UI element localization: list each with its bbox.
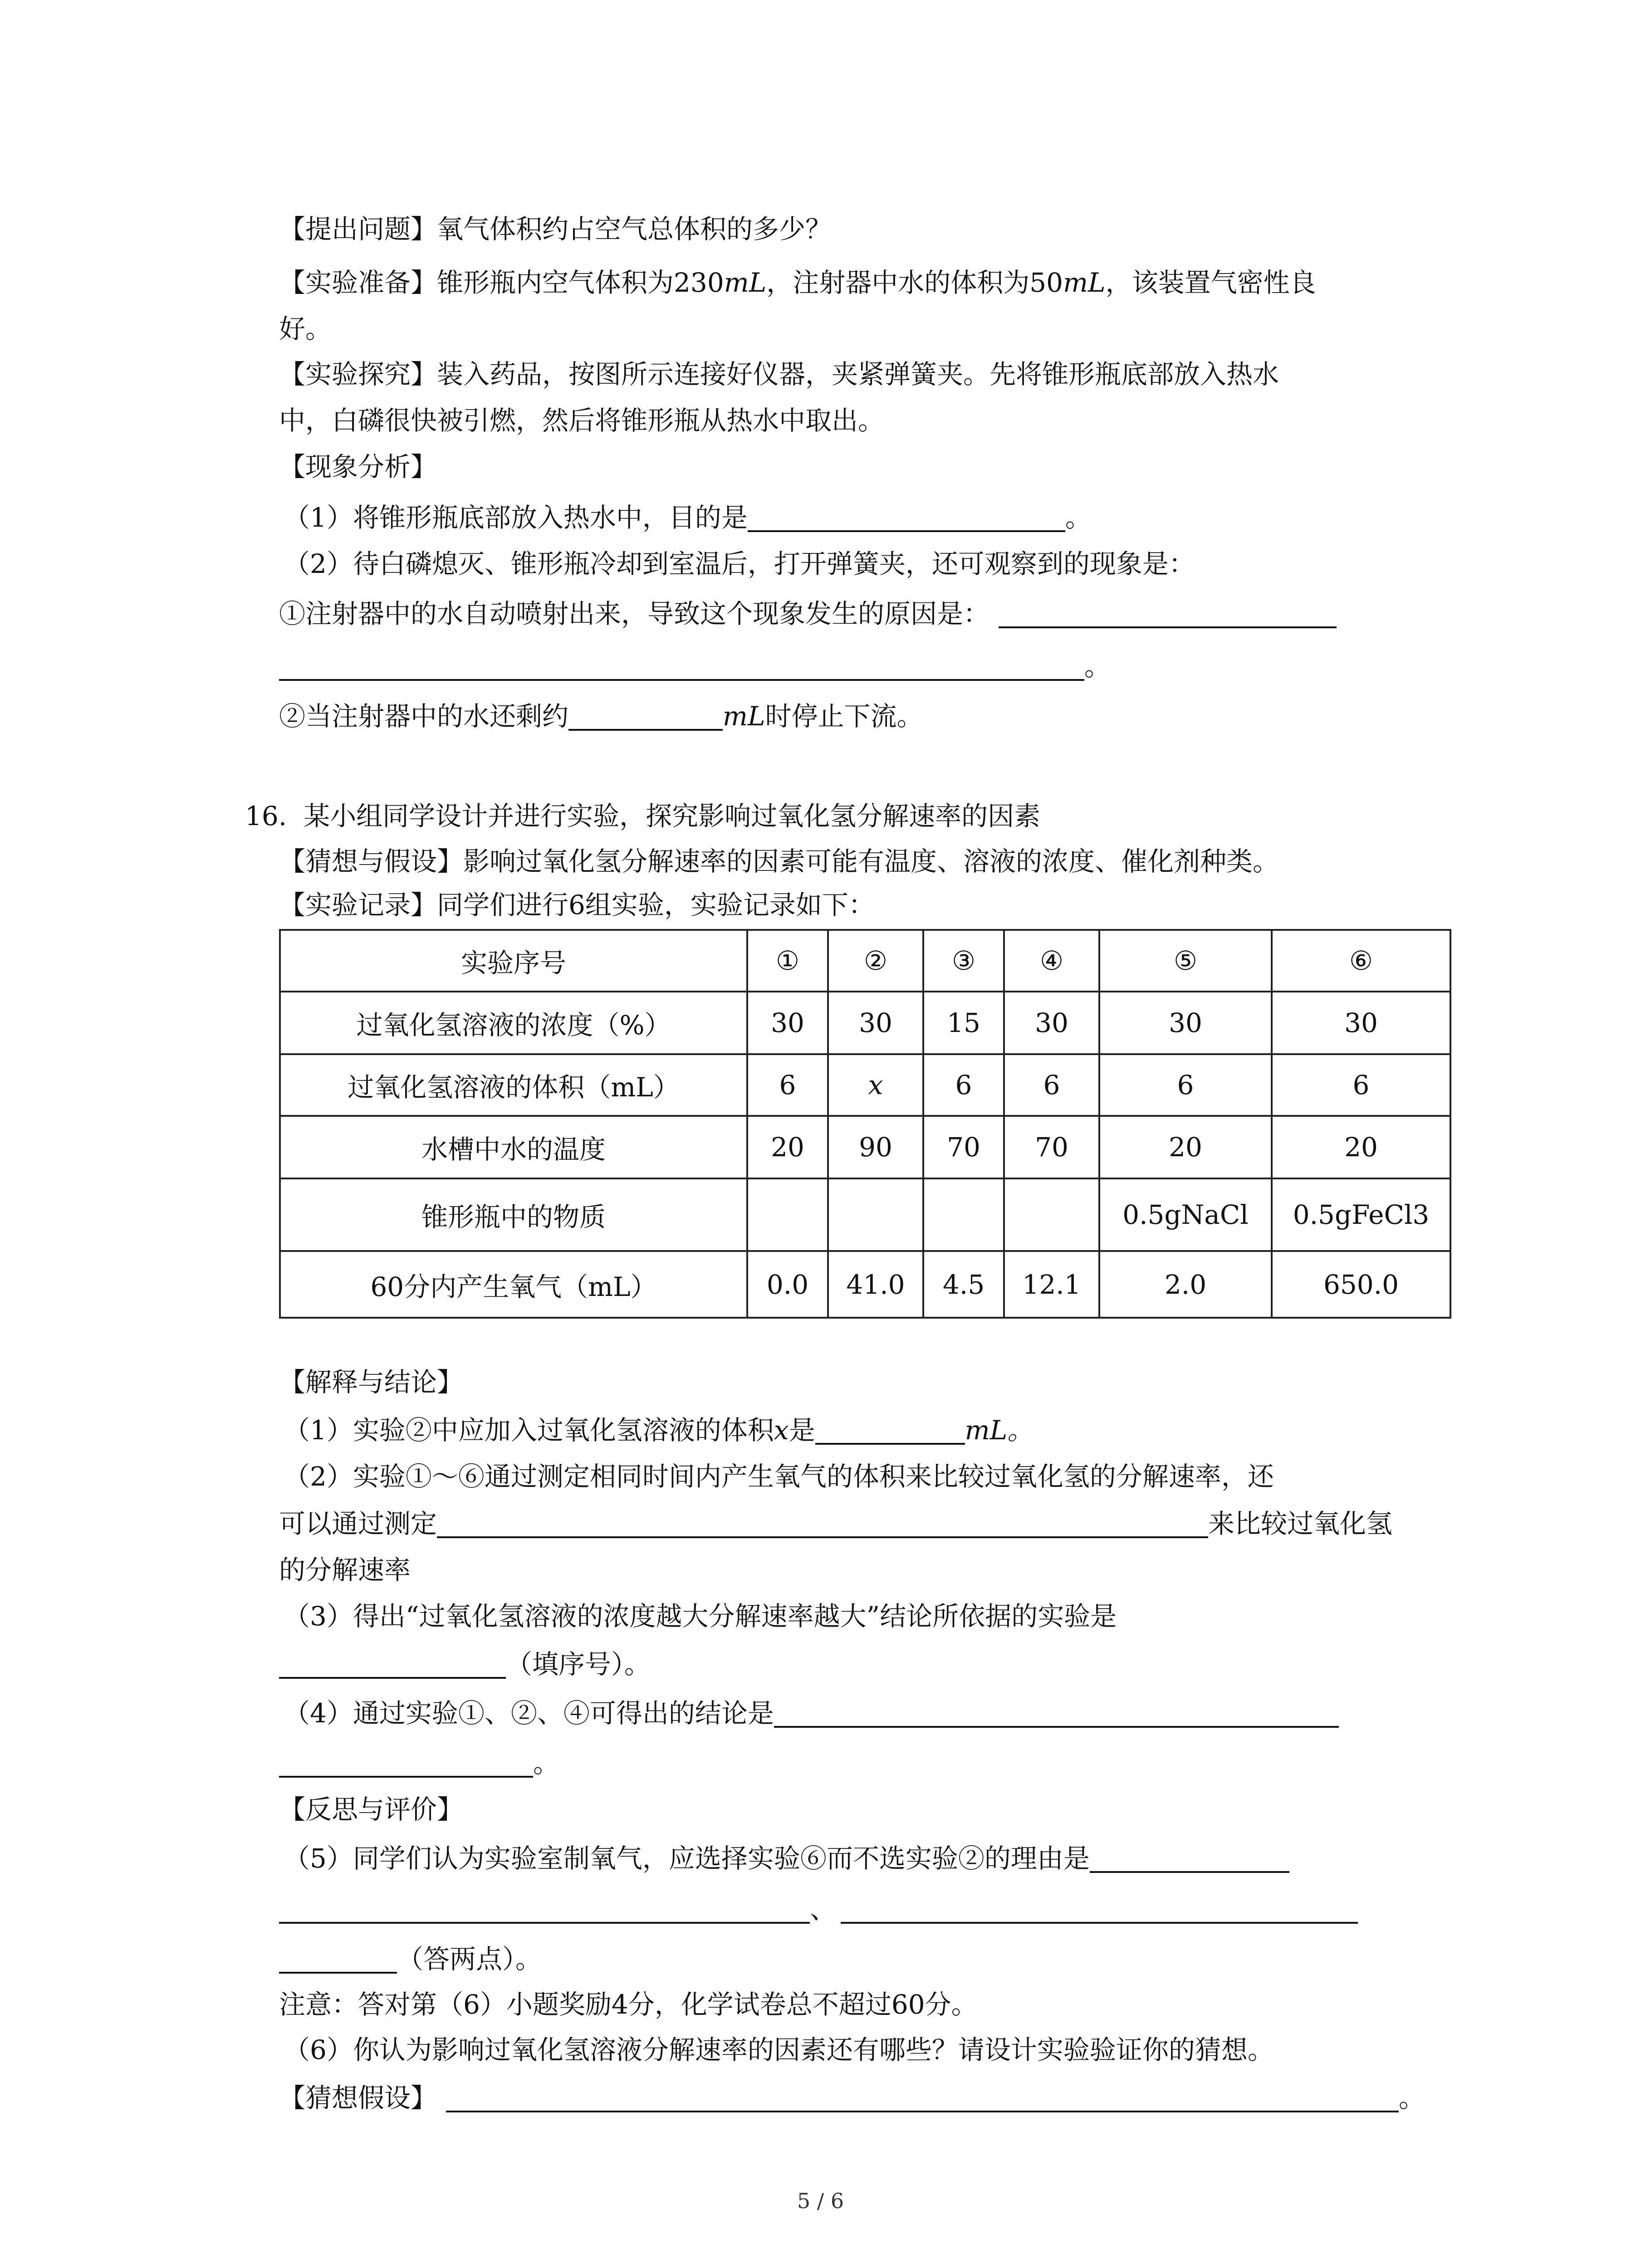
table-cell: 30 <box>1272 992 1450 1054</box>
text: 某小组同学设计并进行实验，探究影响过氧化氢分解速率的因素 <box>304 801 1041 831</box>
reflection-5-cont <box>279 1896 1358 1924</box>
variable: x <box>774 1415 789 1446</box>
unit: mL <box>724 267 767 298</box>
text: ，注射器中水的体积为50 <box>766 267 1063 298</box>
label: 【实验准备】 <box>279 267 437 298</box>
text: （1）将锥形瓶底部放入热水中，目的是 <box>284 502 748 533</box>
table-cell: 30 <box>828 992 923 1054</box>
question-2-i <box>279 598 1337 629</box>
text: 锥形瓶内空气体积为230 <box>437 267 724 298</box>
answer-blank[interactable] <box>841 1900 1358 1924</box>
answer-blank[interactable] <box>279 1900 810 1924</box>
table-cell <box>828 1178 923 1251</box>
table-cell: 0.0 <box>747 1251 828 1318</box>
conclusion-4 <box>284 1700 1339 1728</box>
table-row <box>280 992 1450 1054</box>
question-2: （2）待白磷熄灭、锥形瓶冷却到室温后，打开弹簧夹，还可观察到的现象是： <box>284 548 1195 579</box>
table-cell: 6 <box>1099 1054 1272 1116</box>
question-6: （6）你认为影响过氧化氢溶液分解速率的因素还有哪些？请设计实验验证你的猜想。 <box>284 2034 1274 2065</box>
text: 是 <box>789 1415 815 1446</box>
guess-hypothesis <box>279 2082 1425 2113</box>
answer-blank[interactable] <box>815 1421 965 1445</box>
text: 。 <box>1084 651 1111 682</box>
label: 【提出问题】 <box>279 214 437 244</box>
table-cell: 过氧化氢溶液的体积（mL） <box>280 1054 747 1116</box>
conclusion-4-cont <box>279 1750 559 1778</box>
text: （5）同学们认为实验室制氧气，应选择实验⑥而不选实验②的理由是 <box>284 1843 1090 1874</box>
analysis-label: 【现象分析】 <box>279 451 437 482</box>
conclusion-3: （3）得出“过氧化氢溶液的浓度越大分解速率越大”结论所依据的实验是 <box>284 1601 1117 1632</box>
text: （4）通过实验①、②、④可得出的结论是 <box>284 1698 774 1729</box>
conclusion-1 <box>284 1417 1034 1445</box>
answer-blank[interactable] <box>999 605 1337 628</box>
table-cell: 650.0 <box>1272 1251 1450 1318</box>
table-cell <box>1004 1178 1099 1251</box>
conclusion-label: 【解释与结论】 <box>279 1367 464 1398</box>
table-cell: 90 <box>828 1116 923 1178</box>
table-cell: 过氧化氢溶液的浓度（%） <box>280 992 747 1054</box>
text: ①注射器中的水自动喷射出来，导致这个现象发生的原因是： <box>279 598 990 629</box>
label: 【实验记录】 <box>279 890 437 920</box>
table-cell: ② <box>828 930 923 992</box>
answer-blank[interactable] <box>1090 1849 1289 1873</box>
question-1 <box>284 504 1092 532</box>
text: ②当注射器中的水还剩约 <box>279 701 569 732</box>
table-cell: 15 <box>923 992 1004 1054</box>
text: 装入药品，按图所示连接好仪器，夹紧弹簧夹。先将锥形瓶底部放入热水 <box>437 359 1279 390</box>
table-cell: ④ <box>1004 930 1099 992</box>
table-cell: 6 <box>923 1054 1004 1116</box>
answer-blank[interactable] <box>568 707 723 731</box>
table-cell <box>747 1178 828 1251</box>
table-cell: 30 <box>1004 992 1099 1054</box>
table-cell: 30 <box>1099 992 1272 1054</box>
table-cell: 2.0 <box>1099 1251 1272 1318</box>
reflection-5-end <box>279 1946 542 1974</box>
table-cell: 实验序号 <box>280 930 747 992</box>
conclusion-2-cont <box>279 1510 1392 1538</box>
conclusion-2: （2）实验①～⑥通过测定相同时间内产生氧气的体积来比较过氧化氢的分解速率，还 <box>284 1461 1274 1492</box>
experiment-explore-cont: 中，白磷很快被引燃，然后将锥形瓶从热水中取出。 <box>279 405 885 436</box>
reflection-label: 【反思与评价】 <box>279 1794 464 1825</box>
table-row <box>280 1054 1450 1116</box>
answer-blank[interactable] <box>279 1950 397 1974</box>
table-row <box>280 1251 1450 1318</box>
experiment-prep-cont: 好。 <box>279 313 332 344</box>
experiment-explore <box>279 359 1279 390</box>
table-cell: ① <box>747 930 828 992</box>
answer-blank[interactable] <box>748 508 1065 532</box>
table-cell: 0.5gFeCl3 <box>1272 1178 1450 1251</box>
text: 来比较过氧化氢 <box>1208 1508 1393 1539</box>
text: 同学们进行6组实验，实验记录如下： <box>437 890 875 920</box>
text: 。 <box>1065 502 1092 533</box>
text: 。 <box>1399 2082 1425 2113</box>
table-cell: ⑤ <box>1099 930 1272 992</box>
experiment-prep <box>279 269 1316 296</box>
table-cell: 4.5 <box>923 1251 1004 1318</box>
table-cell <box>923 1178 1004 1251</box>
label: 【猜想假设】 <box>279 2082 437 2113</box>
table-cell: 6 <box>747 1054 828 1116</box>
table-cell: ③ <box>923 930 1004 992</box>
question-16-title <box>245 803 1040 829</box>
answer-blank[interactable] <box>774 1704 1339 1728</box>
question-2-ii <box>279 703 923 731</box>
unit: mL <box>723 701 765 732</box>
text: 时停止下流。 <box>765 701 923 732</box>
text: ，该装置气密性良 <box>1105 267 1316 298</box>
answer-blank[interactable] <box>279 657 1084 681</box>
text: （答两点）。 <box>397 1944 542 1975</box>
table-cell: 30 <box>747 992 828 1054</box>
table-cell: 70 <box>923 1116 1004 1178</box>
hypothesis <box>279 848 1279 875</box>
answer-blank[interactable] <box>279 1655 506 1679</box>
table-cell: 20 <box>1099 1116 1272 1178</box>
table-cell: 20 <box>1272 1116 1450 1178</box>
table-row <box>280 1178 1450 1251</box>
answer-blank[interactable] <box>437 1515 1208 1538</box>
unit: mL。 <box>965 1415 1034 1446</box>
answer-blank[interactable] <box>446 2089 1399 2112</box>
table-cell: 70 <box>1004 1116 1099 1178</box>
table-cell: x <box>828 1054 923 1116</box>
text: 、 <box>810 1894 837 1925</box>
text: 氧气体积约占空气总体积的多少？ <box>437 214 832 244</box>
table-cell: 锥形瓶中的物质 <box>280 1178 747 1251</box>
text: 影响过氧化氢分解速率的因素可能有温度、溶液的浓度、催化剂种类。 <box>463 846 1279 877</box>
table-cell: 60分内产生氧气（mL） <box>280 1251 747 1318</box>
conclusion-3-cont <box>279 1651 651 1679</box>
text: 。 <box>533 1748 560 1779</box>
table-cell: 6 <box>1004 1054 1099 1116</box>
bonus-note: 注意：答对第（6）小题奖励4分，化学试卷总不超过60分。 <box>279 1989 978 2020</box>
conclusion-2-end: 的分解速率 <box>279 1554 411 1585</box>
record-intro <box>279 892 875 918</box>
question-2-i-cont <box>279 653 1111 681</box>
label: 【猜想与假设】 <box>279 846 464 877</box>
table-cell: ⑥ <box>1272 930 1450 992</box>
table-cell: 6 <box>1272 1054 1450 1116</box>
reflection-5 <box>284 1845 1289 1873</box>
table-cell: 20 <box>747 1116 828 1178</box>
text: （填序号）。 <box>506 1649 651 1680</box>
experiment-record-table <box>279 929 1451 1319</box>
table-cell: 0.5gNaCl <box>1099 1178 1272 1251</box>
table-cell: 12.1 <box>1004 1251 1099 1318</box>
table-cell: 水槽中水的温度 <box>280 1116 747 1178</box>
table-row <box>280 1116 1450 1178</box>
page-number: 5 / 6 <box>797 2189 844 2213</box>
text: 可以通过测定 <box>279 1508 437 1539</box>
table-row <box>280 930 1450 992</box>
answer-blank[interactable] <box>279 1754 533 1778</box>
question-number: 16. <box>245 801 287 831</box>
table-cell: 41.0 <box>828 1251 923 1318</box>
text: （1）实验②中应加入过氧化氢溶液的体积 <box>284 1415 774 1446</box>
label: 【实验探究】 <box>279 359 437 390</box>
question-prompt <box>279 216 832 242</box>
unit: mL <box>1063 267 1106 298</box>
